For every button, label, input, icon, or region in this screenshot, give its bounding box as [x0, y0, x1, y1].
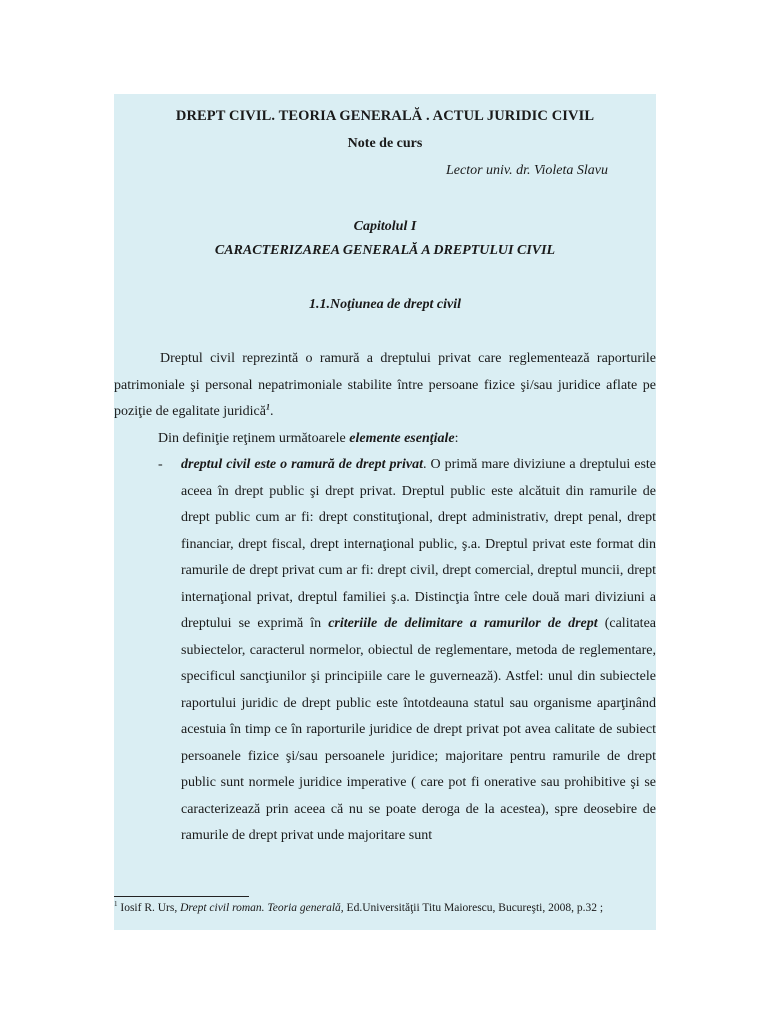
- footnote-divider: [114, 896, 249, 897]
- document-page: [114, 94, 656, 930]
- list-dash: -: [158, 457, 163, 472]
- list-item-emphasis: criteriile de delimitare a ramurilor de drept: [328, 616, 598, 631]
- footnote-author: Iosif R. Urs,: [117, 902, 181, 914]
- list-item-text-2: (calitatea subiectelor, caracterul normelor, obiectul de reglementare, metoda de reglementare, specificul sancţiunilor şi principiile care le guvernează). Astfel: unul din subiectele raportului juridic de drept public este întotdeauna statul sau organisme aparţinând acestuia în timp ce în raporturile juridice de drept privat pot avea calitate de subiect persoanele fizice şi/sau persoanele juridice; majoritare pentru ramurile de drept public sunt normele juridice imperative ( care pot fi onerative sau prohibitive şi se caracterizează prin aceea că nu se poate deroga de la acestea), spre deosebire de ramurile de drept privat unde majoritare sunt: [181, 616, 656, 843]
- paragraph-elements-text: Din definiţie reţinem următoarele: [158, 430, 350, 446]
- chapter-label: Capitolul I: [353, 219, 417, 234]
- chapter-title: CARACTERIZAREA GENERALĂ A DREPTULUI CIVIL: [214, 243, 556, 258]
- body-text: [114, 346, 656, 850]
- footnote-number: 1: [114, 900, 118, 909]
- paragraph-definition-end: .: [269, 404, 274, 419]
- paragraph-definition: [114, 346, 656, 426]
- section-title: 1.1.Noţiunea de drept civil: [308, 297, 462, 312]
- list-item: [114, 452, 656, 850]
- paragraph-elements-intro: [114, 426, 656, 453]
- document-title: DREPT CIVIL. TEORIA GENERALĂ . ACTUL JURIDIC CIVIL: [175, 108, 595, 124]
- paragraph-elements-end: :: [454, 430, 459, 446]
- footnote-publisher: Ed.Universităţii Titu Maiorescu, Bucureşti, 2008, p.32 ;: [343, 902, 604, 914]
- paragraph-elements-emphasis: elemente esenţiale: [349, 430, 455, 446]
- document-author: Lector univ. dr. Violeta Slavu: [445, 163, 608, 178]
- footnote-reference[interactable]: 1: [265, 402, 270, 412]
- list-item-heading: dreptul civil este o ramură de drept privat: [181, 457, 423, 472]
- paragraph-definition-text: Dreptul civil reprezintă o ramură a dreptului privat care reglementează raporturile patrimoniale şi personal nepatrimoniale stabilite între persoane fizice şi/sau juridice aflate pe poziţie de egalitate juridică: [114, 351, 656, 419]
- document-subtitle: Note de curs: [347, 136, 423, 151]
- footnote: [114, 902, 656, 914]
- footnote-work: Drept civil roman. Teoria generală,: [180, 902, 344, 914]
- list-item-text-1: . O primă mare diviziune a dreptului este aceea în drept public şi drept privat. Dreptul public este alcătuit din ramurile de drept public cum ar fi: drept constituţional, drept administrativ, drept penal, drept financiar, drept fiscal, drept internaţional public, ş.a. Dreptul privat este format din ramurile de drept privat cum ar fi: drept civil, drept comercial, dreptul muncii, drept internaţional privat, dreptul familiei ş.a. Distincţia între cele două mari diviziuni a dreptului se exprimă în: [181, 457, 656, 631]
